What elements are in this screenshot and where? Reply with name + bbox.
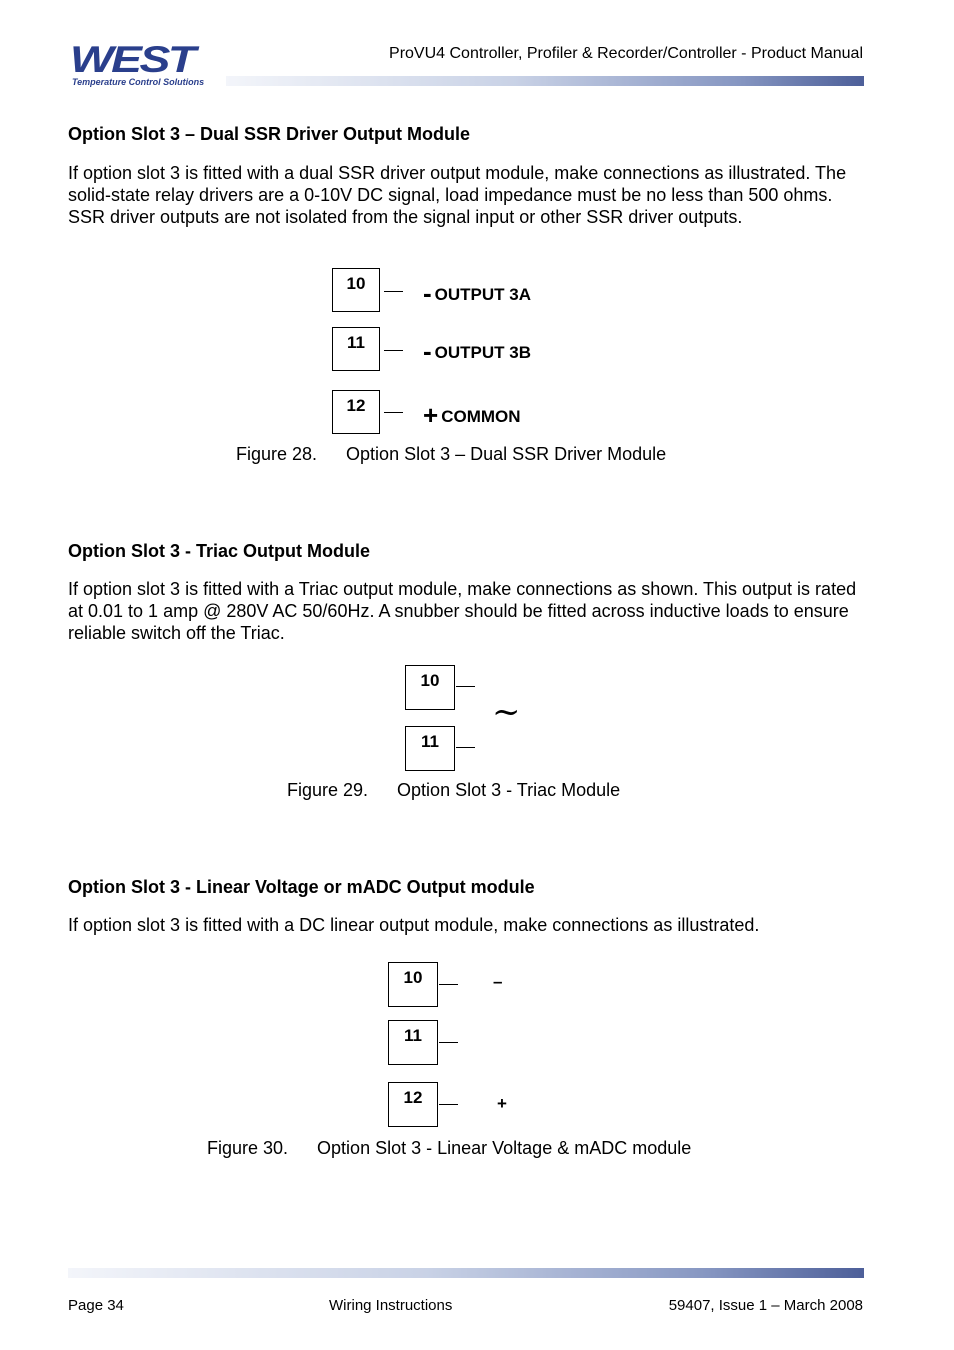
section-body-ssr: If option slot 3 is fitted with a dual SSR driver output module, make connections as illustrated. The solid-state relay drivers are a 0-10V DC signal, load impedance must be no less than 500 ohms. SSR driver outputs are not isolated from the signal input or other SSR driver outputs. [68,163,847,227]
page-number: Page 34 [68,1297,124,1314]
manual-title: ProVU4 Controller, Profiler & Recorder/Controller - Product Manual [389,45,863,62]
terminal-lead [439,984,458,985]
terminal-10: 10 [388,962,438,1007]
west-logo [70,39,225,90]
footer-divider [68,1268,864,1278]
figure-caption-28: Figure 28. Option Slot 3 – Dual SSR Driver Module [236,444,667,464]
ac-symbol: ~ [492,692,521,732]
terminal-lead [439,1104,458,1105]
terminal-11: 11 [388,1020,438,1065]
section-heading-ssr: Option Slot 3 – Dual SSR Driver Output Module [68,124,471,144]
polarity-positive: + [497,1094,507,1113]
terminal-11: 11 [405,726,455,771]
terminal-lead [456,747,475,748]
terminal-label-common: + COMMON [423,400,521,430]
terminal-10: 10 [332,268,380,312]
terminal-lead [456,686,475,687]
footer-document-reference: 59407, Issue 1 – March 2008 [668,1297,863,1314]
logo-tagline: Temperature Control Solutions [72,77,205,87]
figure-caption-30: Figure 30. Option Slot 3 - Linear Voltage & mADC module [207,1138,692,1158]
section-heading-triac: Option Slot 3 - Triac Output Module [68,541,370,561]
terminal-11: 11 [332,327,380,371]
terminal-label-output-3a: - OUTPUT 3A [423,278,532,308]
section-heading-linear: Option Slot 3 - Linear Voltage or mADC Output module [68,877,535,897]
header-divider [226,76,864,86]
figure-caption-29: Figure 29. Option Slot 3 - Triac Module [287,780,621,800]
terminal-lead [384,350,403,351]
terminal-lead [384,412,403,413]
section-body-linear: If option slot 3 is fitted with a DC linear output module, make connections as illustrated. [68,915,760,935]
terminal-12: 12 [332,390,380,434]
terminal-12: 12 [388,1082,438,1127]
footer-section-name: Wiring Instructions [329,1297,453,1314]
polarity-negative: – [493,972,503,991]
logo-wordmark: WEST [70,39,194,80]
terminal-10: 10 [405,665,455,710]
terminal-lead [439,1042,458,1043]
terminal-label-output-3b: - OUTPUT 3B [423,336,532,366]
terminal-lead [384,291,403,292]
section-body-triac: If option slot 3 is fitted with a Triac output module, make connections as shown. This output is rated at 0.01 to 1 amp @ 280V AC 50/60Hz. A snubber should be fitted across inductive loads to ensure reliable switch off the Triac. [68,579,857,643]
